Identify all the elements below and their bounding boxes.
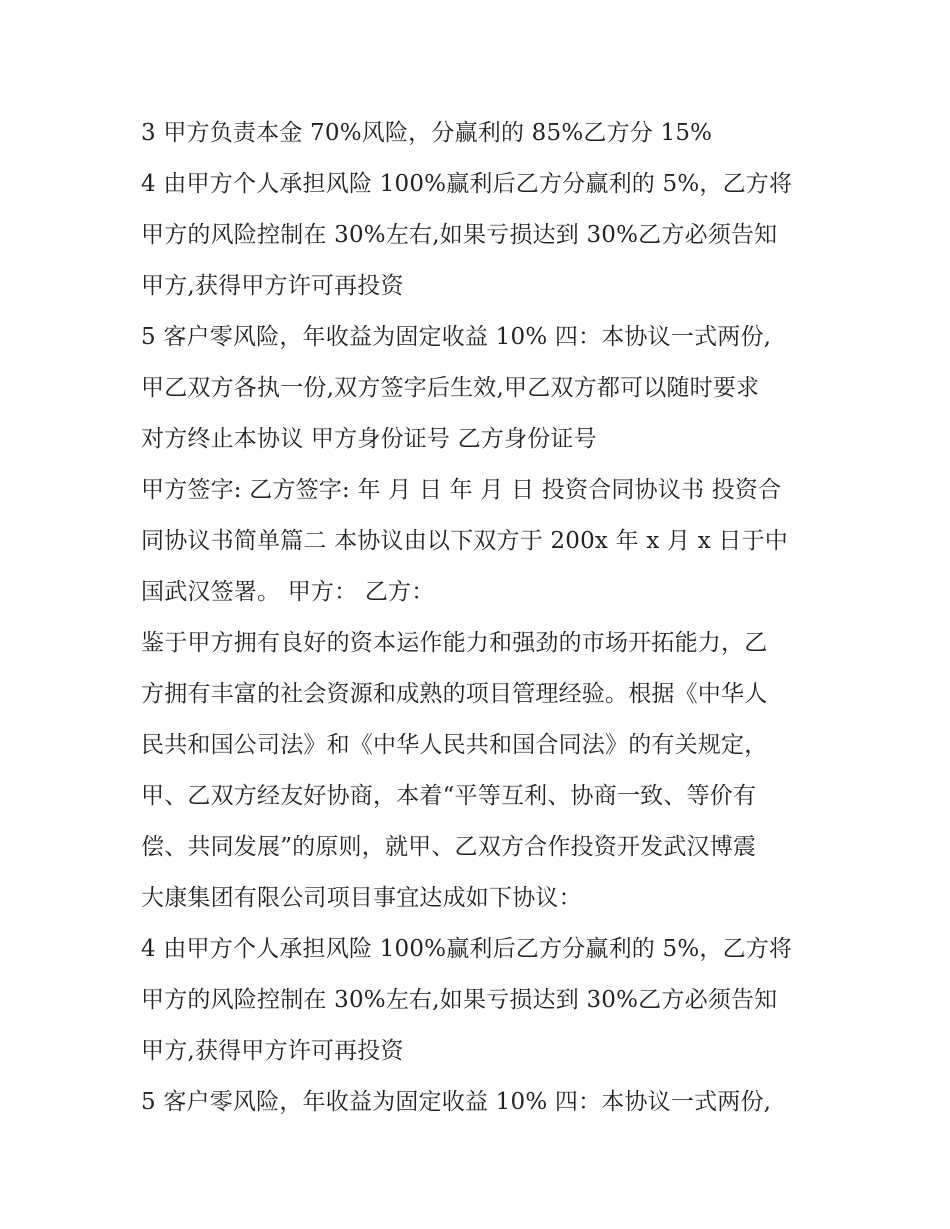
text-line: 5 客户零风险，年收益为固定收益 10% 四：本协议一式两份, — [141, 1089, 772, 1115]
document-body — [141, 108, 821, 1128]
text-line: 偿、共同发展”的原则，就甲、乙双方合作投资开发武汉博震 — [141, 834, 757, 860]
text-line: 甲方,获得甲方许可再投资 — [141, 1038, 404, 1064]
text-line: 甲、乙双方经友好协商，本着“平等互利、协商一致、等价有 — [141, 783, 757, 809]
text-line: 国武汉签署。 甲方： 乙方： — [141, 579, 435, 605]
text-line: 3 甲方负责本金 70%风险，分赢利的 85%乙方分 15% — [141, 120, 713, 146]
text-line: 甲方的风险控制在 30%左右,如果亏损达到 30%乙方必须告知 — [141, 222, 778, 248]
text-line: 5 客户零风险，年收益为固定收益 10% 四：本协议一式两份, — [141, 324, 772, 350]
text-line: 4 由甲方个人承担风险 100%赢利后乙方分赢利的 5%，乙方将 — [141, 936, 793, 962]
text-line: 4 由甲方个人承担风险 100%赢利后乙方分赢利的 5%，乙方将 — [141, 171, 793, 197]
text-line: 甲方的风险控制在 30%左右,如果亏损达到 30%乙方必须告知 — [141, 987, 778, 1013]
text-line: 甲乙双方各执一份,双方签字后生效,甲乙双方都可以随时要求 — [141, 375, 760, 401]
text-line: 同协议书简单篇二 本协议由以下双方于 200x 年 x 月 x 日于中 — [141, 528, 788, 554]
text-line: 大康集团有限公司项目事宜达成如下协议： — [141, 885, 582, 911]
text-line: 甲方,获得甲方许可再投资 — [141, 273, 404, 299]
text-line: 方拥有丰富的社会资源和成熟的项目管理经验。根据《中华人 — [141, 681, 768, 707]
text-line: 鉴于甲方拥有良好的资本运作能力和强劲的市场开拓能力，乙 — [141, 630, 768, 656]
text-line: 对方终止本协议 甲方身份证号 乙方身份证号 — [141, 426, 597, 452]
text-line: 甲方签字: 乙方签字: 年 月 日 年 月 日 投资合同协议书 投资合 — [141, 477, 782, 503]
text-line: 民共和国公司法》和《中华人民共和国合同法》的有关规定， — [141, 732, 768, 758]
